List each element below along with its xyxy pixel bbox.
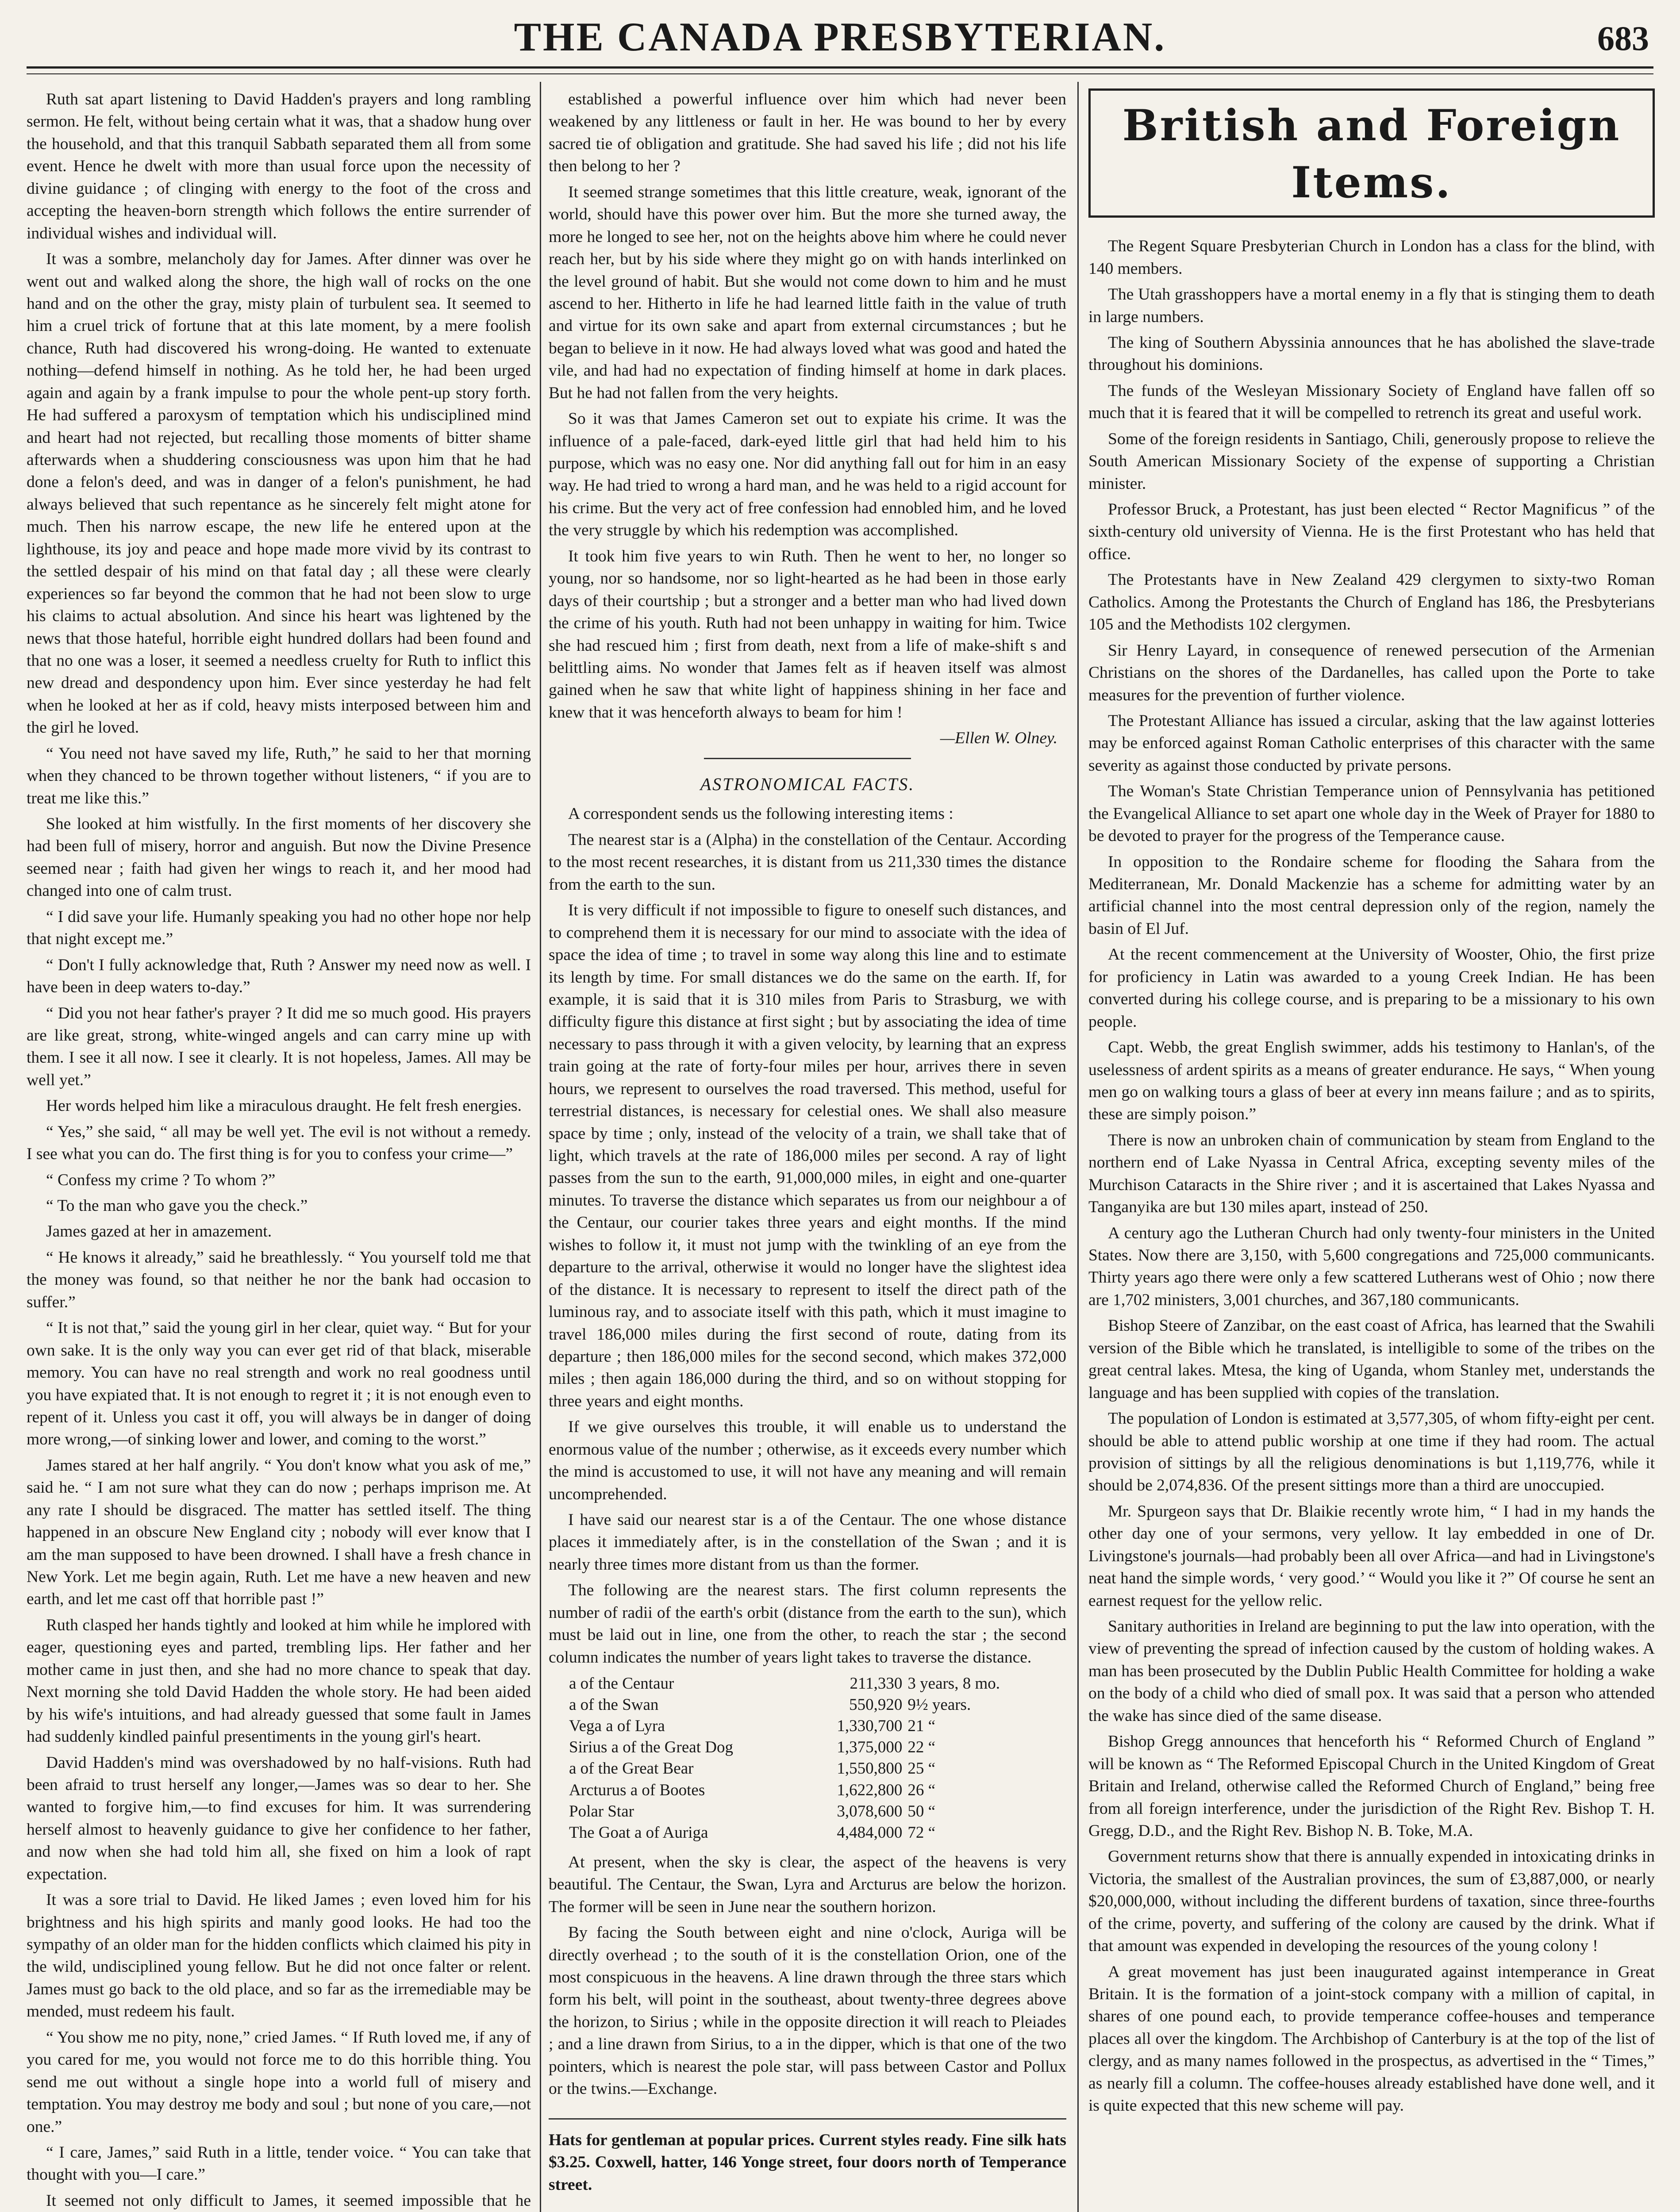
star-row <box>566 1694 1042 1716</box>
star-name: a of the Great Bear <box>569 1759 694 1778</box>
news-item: In opposition to the Rondaire scheme for flooding the Sahara from the Mediterranean, Mr. Donald Mackenzie has a scheme for admitting water by an artificial channel into the most central depression only of the region, namely the basin of El Juf. <box>1088 853 1655 938</box>
news-item: There is now an unbroken chain of communication by steam from England to the northern end of Lake Nyassa in Central Africa, excepting seventy miles of the Murchison Cataracts in the Shire river ; and it is ascertained that Lakes Nyassa and Tanganyika are but 130 miles apart, instead of 250. <box>1088 1131 1655 1217</box>
column-story-continued <box>27 88 531 2212</box>
paragraph: Ruth sat apart listening to David Hadden's prayers and long rambling sermon. He felt, without being certain what it was, that a shadow hung over the household, and that this tranquil Sabbath separated them all from some event. Hence he dwelt with more than usual force upon the necessity of divine guidance ; of clinging with energy to the foot of the cross and accepting the heaven-born strength which follows the entire surrender of individual wishes and individual will. <box>27 90 531 242</box>
newspaper-title: THE CANADA PRESBYTERIAN. <box>514 14 1166 59</box>
paragraph: It took him five years to win Ruth. Then he went to her, no longer so young, nor so handsome, nor so light-hearted as he had been in those early days of their courtship ; but a stronger and a better man who had lived down the crime of his youth. Ruth had not been unhappy in waiting for him. Twice she had rescued him ; first from death, next from a life of make-shift s and belittling aims. No wonder that James felt as if heaven itself was almost gained when he saw that white light of happiness shining in her face and knew that it was henceforth always to beam for him ! <box>549 547 1066 722</box>
paragraph: “ Don't I fully acknowledge that, Ruth ? Answer my need now as well. I have been in deep waters to-day.” <box>27 956 531 997</box>
column-middle <box>549 88 1066 2212</box>
paragraph: “ I care, James,” said Ruth in a little, tender voice. “ You can take that thought with you—I care.” <box>27 2143 531 2184</box>
paragraph: It seemed not only difficult to James, it seemed impossible that he <box>46 2191 531 2210</box>
news-item: The Regent Square Presbyterian Church in London has a class for the blind, with 140 members. <box>1088 237 1655 278</box>
paragraph: At present, when the sky is clear, the aspect of the heavens is very beautiful. The Centaur, the Swan, Lyra and Arcturus are below the horizon. The former will be seen in June near the southern horizon. <box>549 1853 1066 1916</box>
hatter-advertisement: Hats for gentleman at popular prices. Current styles ready. Fine silk hats $3.25. Coxwell, hatter, 146 Yonge street, four doors north of Temperance street. <box>549 2118 1066 2196</box>
paragraph: It was a sombre, melancholy day for James. After dinner was over he went out and walked along the shore, the high wall of rocks on the one hand and on the other the gray, misty plain of turbulent sea. It seemed to him a cruel trick of fortune that at this late moment, by a mere foolish chance, Ruth had discovered his wrong-doing. He wanted to extenuate nothing—defend himself in nothing. As he told her, he had been urged again and again by a frank impulse to pour the whole pent-up story forth. He had suffered a paroxysm of temptation which his undisciplined mind and heart had not rejected, but recalling those moments of bitter shame afterwards when a shuddering consciousness was upon him that he had done a felon's deed, and was in danger of a felon's punishment, he had always believed that such repentance as he sincerely felt might atone for much. Then his narrow escape, the new life he entered upon at the lighthouse, its joy and peace and hope made more vivid by its contrast to the settled despair of his mind on that fatal day ; all these were clearly experiences so far beyond the common that he had not been slow to urge his claims to actual absolution. And since his heart was lightened by the news that those hateful, horrible eight hundred dollars had been found and that no one was a loser, it seemed a needless cruelty for Ruth to inflict this new dread and despondency upon him. Ever since yesterday he had felt when he looked at her as if cold, heavy mists interposed between him and the girl he loved. <box>27 250 531 737</box>
news-item: The Protestants have in New Zealand 429 clergymen to sixty-two Roman Catholics. Among the Protestants the Church of England has 186, the Presbyterians 105 and the Methodists 102 clergymen. <box>1088 571 1655 634</box>
news-item: At the recent commencement at the University of Wooster, Ohio, the first prize for proficiency in Latin was awarded to a young Creek Indian. He has been converted during his college course, and is preparing to be a missionary to his own people. <box>1088 945 1655 1031</box>
star-light-years: 50 “ <box>907 1802 936 1820</box>
page-number: 683 <box>1597 19 1649 58</box>
paragraph: “ Did you not hear father's prayer ? It did me so much good. His prayers are like great, strong, white-winged angels and can carry mine up with them. I see it all now. I see it clearly. It is not hopeless, James. All may be well yet.” <box>27 1004 531 1089</box>
star-light-years: 21 “ <box>907 1717 936 1736</box>
star-radii: 4,484,000 <box>837 1823 903 1842</box>
star-name: Polar Star <box>569 1802 634 1820</box>
star-light-years: 9½ years. <box>907 1696 971 1714</box>
paragraph: established a powerful influence over him which had never been weakened by any littleness or fault in her. He was bound to her by every sacred tie of obligation and gratitude. She had saved his life ; did not his life then belong to her ? <box>549 90 1066 176</box>
star-name: Sirius a of the Great Dog <box>569 1738 733 1757</box>
story-conclusion <box>549 88 1066 724</box>
star-light-years: 22 “ <box>907 1738 936 1757</box>
paragraph: She looked at him wistfully. In the first moments of her discovery she had been full of misery, horror and anguish. But now the Divine Presence seemed near ; faith had given her wings to reach it, and her mood had changed into one of calm trust. <box>27 815 531 900</box>
news-item: The Utah grasshoppers have a mortal enemy in a fly that is stinging them to death in large numbers. <box>1088 285 1655 326</box>
star-radii: 1,375,000 <box>837 1738 903 1757</box>
star-light-years: 3 years, 8 mo. <box>907 1674 1000 1693</box>
news-item: The Protestant Alliance has issued a circular, asking that the law against lotteries may be enforced against Roman Catholic enterprises of this character with the same severity as against those conducted by private persons. <box>1088 711 1655 775</box>
news-item: Bishop Steere of Zanzibar, on the east coast of Africa, has learned that the Swahili version of the Bible which he translated, is intelligible to some of the tribes on the great central lakes. Mtesa, the king of Uganda, whom Stanley met, understands the language and has been supplied with copies of the translation. <box>1088 1317 1655 1402</box>
star-distance-table <box>566 1673 1042 1843</box>
paragraph: If we give ourselves this trouble, it will enable us to understand the enormous value of the number ; otherwise, as it exceeds every number which the mind is accustomed to use, it will not have any meaning and will remain uncomprehended. <box>549 1418 1066 1503</box>
star-row <box>566 1673 1042 1694</box>
paragraph: Her words helped him like a miraculous draught. He felt fresh energies. <box>46 1097 522 1115</box>
column-divider <box>540 82 541 2212</box>
star-row <box>566 1822 1042 1843</box>
paragraph: It seemed strange sometimes that this little creature, weak, ignorant of the world, should have this power over him. But the more she turned away, the more he longed to see her, not on the heights above him where he could never reach her, but by his side where they might go on with hands interlinked on the level ground of habit. But she would not come down to him and he must ascend to her. Hitherto in life he had learned little faith in the value of truth and virtue for its own sake and apart from external circumstances ; but he began to believe in it now. He had always loved what was good and hated the vile, and had had no expectation of finding himself at home in dark places. But he had not fallen from the very heights. <box>549 183 1066 402</box>
star-name: a of the Centaur <box>569 1674 674 1693</box>
paragraph: I have said our nearest star is a of the Centaur. The one whose distance places it immediately after, is in the constellation of the Swan ; and it is nearly three times more distant from us than the former. <box>549 1511 1066 1574</box>
paragraph: It is very difficult if not impossible to figure to oneself such distances, and to comprehend them it is necessary for our mind to associate with the idea of space the idea of time ; to travel in some way along this line and to estimate its length by time. For small distances we do the same on the earth. If, for example, it is said that it is 310 miles from Paris to Strasburg, we with difficulty figure this distance at first sight ; but by associating the idea of time necessary to pass through it with a given velocity, by learning that an express train going at the rate of forty-four miles per hour, arrives there in seven hours, we represent to ourselves the road traversed. This method, useful for terrestrial distances, is necessary for celestial ones. We shall also measure space by time ; only, instead of the velocity of a train, we shall take that of light, which travels at the rate of 186,000 miles per second. A ray of light passes from the sun to the earth, 91,000,000 miles, in eight and one-quarter minutes. To traverse the distance which separates us from our neighbour a of the Centaur, our courier takes three years and eight months. If the mind wishes to follow it, it must not jump with the twinkling of an eye from the departure to the arrival, otherwise it would no longer have the slightest idea of the distance. It is necessary to represent to itself the direct path of the luminous ray, and to associate itself with this path, which it must imagine to travel 186,000 miles during the first second of route, dating from its departure ; then 186,000 miles for the second second, which makes 372,000 miles ; then again 186,000 during the third, and so on without stopping for three years and eight months. <box>549 901 1066 1410</box>
star-radii: 211,330 <box>850 1674 903 1693</box>
paragraph: James gazed at her in amazement. <box>46 1222 272 1241</box>
star-name: a of the Swan <box>569 1696 659 1714</box>
paragraph: The nearest star is a (Alpha) in the constellation of the Centaur. According to the most recent researches, it is distant from us 211,330 times the distance from the earth to the sun. <box>549 830 1066 894</box>
star-row <box>566 1737 1042 1758</box>
column-british-foreign <box>1088 88 1655 2212</box>
star-light-years: 72 “ <box>907 1823 936 1842</box>
paragraph: “ To the man who gave you the check.” <box>46 1197 308 1215</box>
astro-article-conclusion <box>549 1851 1066 2101</box>
section-heading: British and Foreign Items. <box>1088 88 1655 218</box>
star-radii: 1,330,700 <box>837 1717 903 1736</box>
news-item: The population of London is estimated at 3,577,305, of whom fifty-eight per cent. should be able to attend public worship at one time if they had room. The actual provision of sittings by all the religious denominations is but 1,119,776, while it should be 2,074,836. Of the present sittings more than a third are unoccupied. <box>1088 1409 1655 1495</box>
star-radii: 3,078,600 <box>837 1802 903 1820</box>
star-radii: 1,622,800 <box>837 1781 903 1799</box>
news-item: Some of the foreign residents in Santiago, Chili, generously propose to relieve the South American Missionary Society of the expense of supporting a Christian minister. <box>1088 430 1655 493</box>
header-rule-bottom <box>27 73 1653 74</box>
star-radii: 1,550,800 <box>837 1759 903 1778</box>
star-light-years: 25 “ <box>907 1759 936 1778</box>
news-item: Professor Bruck, a Protestant, has just been elected “ Rector Magnificus ” of the sixth-century old university of Vienna. He is the first Protestant who has held that office. <box>1088 500 1655 563</box>
article-title: ASTRONOMICAL FACTS. <box>700 774 915 794</box>
paragraph: James stared at her half angrily. “ You don't know what you ask of me,” said he. “ I am not sure what they can do now ; perhaps imprison me. At any rate I should be disgraced. The matter has settled itself. The thing happened in an obscure New England city ; nobody will ever know that I am the man supposed to have been drowned. I shall have a fresh chance in New York. Let me begin again, Ruth. Let me have a new heaven and new earth, and let me cast off that horrible past !” <box>27 1456 531 1609</box>
column-divider <box>1077 82 1079 2212</box>
story-signature: —Ellen W. Olney. <box>940 729 1057 748</box>
paragraph: A correspondent sends us the following interesting items : <box>568 805 953 823</box>
star-row <box>566 1716 1042 1737</box>
news-item: Sir Henry Layard, in consequence of renewed persecution of the Armenian Christians on the shores of the Dardanelles, has called upon the Porte to take measures for the prevention of further violence. <box>1088 641 1655 704</box>
news-item: Government returns show that there is annually expended in intoxicating drinks in Victoria, the smallest of the Australian provinces, the sum of £3,887,000, or nearly $20,000,000, without including the different burdens of taxation, since three-fourths of the crime, poverty, and suffering of the colony are caused by the drink. What if that amount was expended in developing the resources of the young colony ! <box>1088 1847 1655 1955</box>
star-name: Arcturus a of Bootes <box>569 1781 705 1799</box>
news-item: Sanitary authorities in Ireland are beginning to put the law into operation, with the view of preventing the spread of infection caused by the custom of holding wakes. A man has been prosecuted by the Dublin Public Health Committee for holding a wake on the body of a child who died of small pox. It was said that a person who attended the wake has since died of the same disease. <box>1088 1617 1655 1725</box>
news-item: The king of Southern Abyssinia announces that he has abolished the slave-trade throughout his dominions. <box>1088 333 1655 374</box>
paragraph: “ You need not have saved my life, Ruth,” he said to her that morning when they chanced to be thrown together without listeners, “ if you are to treat me like this.” <box>27 744 531 807</box>
news-item: A great movement has just been inaugurated against intemperance in Great Britain. It is the formation of a joint-stock company with a million of capital, in shares of one pound each, to provide temperance coffee-houses and temperance places all over the kingdom. The Archbishop of Canterbury is at the top of the list of clergy, and as many names followed in the prospectus, as advertised in the “ Times,” as nearly fill a column. The coffee-houses already established have done well, and it is quite expected that this new scheme will pay. <box>1088 1962 1655 2115</box>
news-item: Bishop Gregg announces that henceforth his “ Reformed Church of England ” will be known as “ The Reformed Episcopal Church in the United Kingdom of Great Britain and Ireland, otherwise called the Reformed Church of England,” being free from all foreign interference, under the jurisdiction of the Right Rev. Bishop T. H. Gregg, D.D., and the Right Rev. Bishop N. B. Toke, M.A. <box>1088 1732 1655 1840</box>
paragraph: Ruth clasped her hands tightly and looked at him while he implored with eager, questioning eyes and parted, trembling lips. Her father and her mother came in just then, and she had no more chance to speak that day. Next morning she told David Hadden the whole story. He had been aided by his wife's intuitions, and had already guessed that some fault in James had suddenly kindled painful presentiments in the young girl's heart. <box>27 1616 531 1746</box>
news-items <box>1088 235 1655 2117</box>
paragraph: “ You show me no pity, none,” cried James. “ If Ruth loved me, if any of you cared for me, you would not force me to do this horrible thing. You send me out without a single hope into a world full of misery and temptation. You may destroy me body and soul ; but none of you care,—not one.” <box>27 2028 531 2136</box>
paragraph: “ He knows it already,” said he breathlessly. “ You yourself told me that the money was found, so that neither he nor the bank had occasion to suffer.” <box>27 1248 531 1311</box>
paragraph: “ Yes,” she said, “ all may be well yet. The evil is not without a remedy. I see what you can do. The first thing is for you to confess your crime—” <box>27 1122 531 1164</box>
paragraph: It was a sore trial to David. He liked James ; even loved him for his brightness and his high spirits and manly good looks. He had too the sympathy of an older man for the hidden conflicts which claimed his pity in the wild, undisciplined young fellow. But he did not once falter or relent. James must go back to the old place, and so far as the irremediable may be mended, must redeem his fault. <box>27 1891 531 2021</box>
section-divider <box>704 758 911 759</box>
paragraph: “ I did save your life. Humanly speaking you had no other hope nor help that night except me.” <box>27 907 531 949</box>
astro-article-body <box>549 803 1066 1669</box>
paragraph: By facing the South between eight and nine o'clock, Auriga will be directly overhead ; to the south of it is the constellation Orion, one of the most conspicuous in the heavens. A line drawn through the three stars which form his belt, will point in the southeast, about twenty-three degrees above the horizon, to Sirius ; while in the opposite direction it will reach to Pleiades ; and a line drawn from Sirius, to a in the dipper, which is that one of the two pointers, which is nearest the pole star, will pass between Castor and Pollux or the twins.—Exchange. <box>549 1924 1066 2098</box>
paragraph: So it was that James Cameron set out to expiate his crime. It was the influence of a pale-faced, dark-eyed little girl that had held him to his purpose, which was no easy one. Nor did anything fall out for him in an easy way. He had tried to wrong a hard man, and he was held to a rigid account for his crime. But the very act of free confession had ennobled him, and he loved the very struggle by which his redemption was accomplished. <box>549 410 1066 540</box>
star-name: The Goat a of Auriga <box>569 1823 708 1842</box>
news-item: Capt. Webb, the great English swimmer, adds his testimony to Hanlan's, of the uselessness of ardent spirits as a means of greater endurance. He says, “ When young men go on walking tours a glass of beer at every inn means failure ; and as to spirits, these are simply poison.” <box>1088 1038 1655 1124</box>
news-item: The Woman's State Christian Temperance union of Pennsylvania has petitioned the Evangelical Alliance to set apart one whole day in the Week of Prayer for 1880 to be devoted to prayer for the progress of the Temperance cause. <box>1088 782 1655 845</box>
paragraph: “ Confess my crime ? To whom ?” <box>46 1171 276 1189</box>
star-row <box>566 1758 1042 1779</box>
header-rule-top <box>27 66 1653 69</box>
masthead <box>0 0 1680 102</box>
star-name: Vega a of Lyra <box>569 1717 665 1736</box>
star-radii: 550,920 <box>849 1696 903 1714</box>
news-item: Mr. Spurgeon says that Dr. Blaikie recently wrote him, “ I had in my hands the other day one of your sermons, very yellow. It lay embedded in one of Dr. Livingstone's journals—had probably been all over Africa—and had in Livingstone's neat hand the simple words, ‘ very good.’ “ Would you like it ?” Of course he sent an earnest request for the yellow relic. <box>1088 1502 1655 1610</box>
paragraph: “ It is not that,” said the young girl in her clear, quiet way. “ But for your own sake. It is the only way you can ever get rid of that black, miserable memory. You can have no real strength and work no real goodness until you have expiated that. It is not enough to regret it ; it is not enough even to repent of it. Unless you cast it off, you will always be in danger of doing more wrong,—of sinking lower and lower, and coming to the worst.” <box>27 1319 531 1449</box>
news-item: The funds of the Wesleyan Missionary Society of England have fallen off so much that it is feared that it will be compelled to retrench its great and useful work. <box>1088 381 1655 422</box>
paragraph: David Hadden's mind was overshadowed by no half-visions. Ruth had been afraid to trust herself any longer,—James was so dear to her. She wanted to forgive him,—to find excuses for him. It was surrendering herself almost to heavenly guidance to give her confidence to her father, and now when she had told him all, she fixed on him a look of rapt expectation. <box>27 1753 531 1883</box>
star-row <box>566 1780 1042 1801</box>
star-light-years: 26 “ <box>907 1781 936 1799</box>
news-item: A century ago the Lutheran Church had only twenty-four ministers in the United States. Now there are 3,150, with 5,600 congregations and 725,000 communicants. Thirty years ago there were only a few scattered Lutherans west of Ohio ; now there are 1,702 ministers, 3,001 churches, and 367,180 communicants. <box>1088 1224 1655 1309</box>
paragraph: The following are the nearest stars. The first column represents the number of radii of the earth's orbit (distance from the earth to the sun), which must be laid out in line, one from the other, to reach the star ; the second column indicates the number of years light takes to traverse the distance. <box>549 1581 1066 1667</box>
star-row <box>566 1801 1042 1822</box>
